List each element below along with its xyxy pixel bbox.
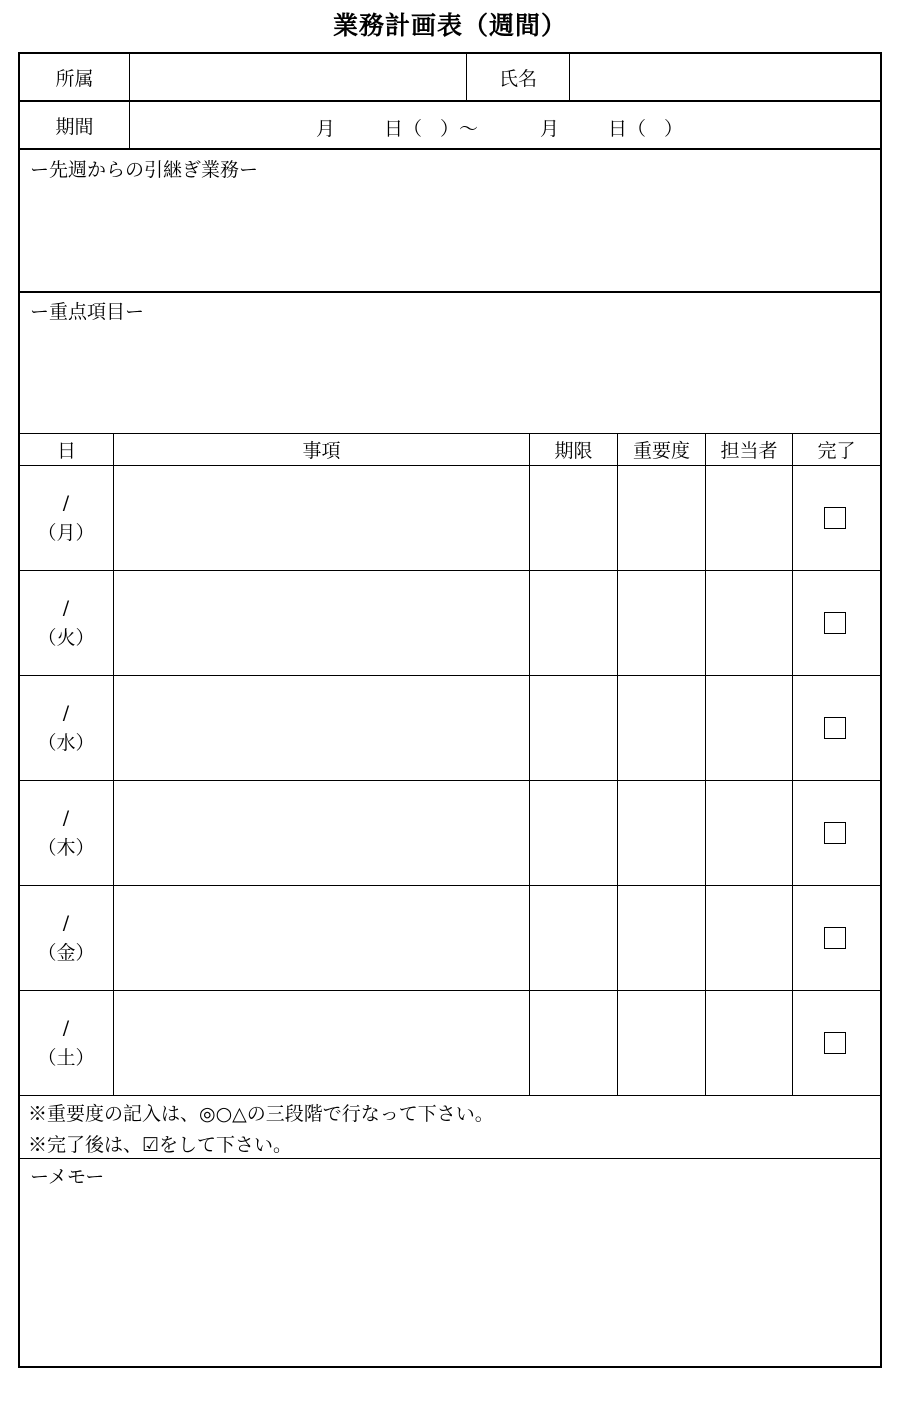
divider	[705, 433, 706, 1095]
done-checkbox[interactable]	[824, 822, 846, 844]
period-close: ）	[664, 118, 684, 140]
day-slash: /	[62, 597, 70, 619]
day-slash: /	[62, 492, 70, 514]
day-slash: /	[62, 912, 70, 934]
divider	[18, 465, 882, 466]
col-header-item: 事項	[302, 440, 341, 462]
name-label: 氏名	[498, 67, 537, 90]
carryover-label: ー先週からの引継ぎ業務ー	[30, 159, 259, 181]
affiliation-field[interactable]	[130, 54, 466, 100]
day-weekday: （木）	[37, 837, 95, 859]
col-header-day: 日	[56, 440, 76, 462]
name-field[interactable]	[570, 54, 880, 100]
memo-label: ーメモー	[30, 1166, 105, 1188]
divider	[18, 990, 882, 991]
day-weekday: （月）	[37, 522, 95, 544]
divider	[18, 1095, 882, 1096]
col-header-importance: 重要度	[632, 440, 690, 462]
divider	[792, 433, 793, 1095]
divider	[18, 885, 882, 886]
divider	[18, 100, 882, 102]
memo-area[interactable]	[20, 1192, 880, 1366]
divider	[18, 570, 882, 571]
day-weekday: （金）	[37, 942, 95, 964]
priority-label: ー重点項目ー	[30, 301, 145, 323]
divider	[18, 148, 882, 150]
divider	[529, 433, 530, 1095]
day-weekday: （土）	[37, 1047, 95, 1069]
divider	[18, 291, 882, 293]
priority-area[interactable]	[20, 327, 880, 432]
done-checkbox[interactable]	[824, 1032, 846, 1054]
done-checkbox[interactable]	[824, 612, 846, 634]
divider	[617, 433, 618, 1095]
day-weekday: （水）	[37, 732, 95, 754]
period-label: 期間	[55, 115, 94, 138]
period-day-1: 日（	[384, 118, 423, 140]
period-day-2: 日（	[608, 118, 647, 140]
note-importance: ※重要度の記入は、◎○△の三段階で行なって下さい。	[28, 1103, 494, 1125]
col-header-assignee: 担当者	[720, 440, 778, 462]
col-header-done: 完了	[817, 440, 856, 462]
note-completion: ※完了後は、☑をして下さい。	[28, 1134, 293, 1156]
period-close-tilde: ）〜	[440, 118, 479, 140]
done-checkbox[interactable]	[824, 927, 846, 949]
page-title: 業務計画表（週間）	[332, 11, 567, 40]
period-month-2: 月	[540, 118, 560, 140]
divider	[18, 1158, 882, 1159]
carryover-area[interactable]	[20, 185, 880, 290]
day-weekday: （火）	[37, 627, 95, 649]
day-slash: /	[62, 702, 70, 724]
col-header-deadline: 期限	[554, 440, 593, 462]
day-slash: /	[62, 807, 70, 829]
divider	[113, 433, 114, 1095]
done-checkbox[interactable]	[824, 717, 846, 739]
day-slash: /	[62, 1017, 70, 1039]
done-checkbox[interactable]	[824, 507, 846, 529]
affiliation-label: 所属	[55, 67, 94, 90]
divider	[18, 675, 882, 676]
divider	[18, 780, 882, 781]
period-month-1: 月	[316, 118, 336, 140]
